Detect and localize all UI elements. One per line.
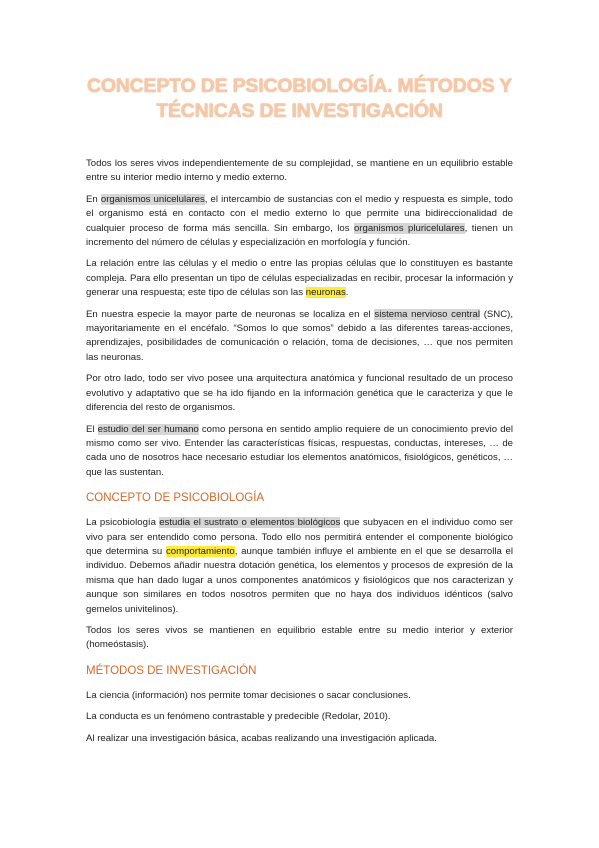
paragraph-10: La conducta es un fenómeno contrastable y predecible (Redolar, 2010).: [86, 711, 391, 723]
paragraph-11: Al realizar una investigación básica, acabas realizando una investigación aplicada.: [86, 732, 437, 744]
paragraph-8: Todos los seres vivos se mantienen en equilibrio estable entre su medio interior y exterior (homeóstasis).: [86, 624, 513, 651]
paragraph-7: La psicobiología estudia el sustrato o elementos biológicos que subyacen en el individuo como ser vivo para ser entendido como persona. Todo ello nos permitirá entender el componente biológico que determina su comportamiento, aunque también influye el ambiente en el que se desarrolla el individuo. Debemos añadir nuestra dotación genética, los elementos y procesos de expresión de la misma que han dado lugar a unos componentes anatómicos y fisiológicos que nos caracterizan y aunque son similares en todos nosotros permiten que no haya dos individuos idénticos (salvo gemelos univitelinos).: [86, 517, 514, 615]
paragraph-4: En nuestra especie la mayor parte de neuronas se localiza en el sistema nervioso central (SNC), mayoritariamente en el encéfalo. “Somos lo que somos” debido a las diferentes tareas-acciones, aprendizajes, posibilidades de comunicación o relación, toma de decisiones, … que nos permiten las neuronas.: [86, 308, 514, 363]
title-line-2: TÉCNICAS DE INVESTIGACIÓN: [156, 100, 443, 122]
highlight-neuronas: neuronas: [305, 287, 346, 299]
paragraph-2: En organismos unicelulares, el intercambio de sustancias con el medio y respuesta es simple, todo el organismo está en contacto con el medio externo lo que permite una bidireccionalidad de cualquier proceso de forma más sencilla. Sin embargo, los organismos pluricelulares, tienen un incremento del número de células y especialización en morfología y función.: [86, 193, 514, 249]
highlight-comportamiento: comportamiento: [165, 545, 235, 557]
page-title: [60, 74, 539, 124]
heading-metodos-investigacion: MÉTODOS DE INVESTIGACIÓN: [86, 664, 257, 677]
highlight-sustrato: estudia el sustrato o elementos biológicos: [159, 517, 341, 529]
highlight-pluricelulares: organismos pluricelulares: [353, 222, 465, 234]
highlight-snc: sistema nervioso central: [374, 308, 480, 320]
paragraph-6: El estudio del ser humano como persona en sentido amplio requiere de un conocimiento previo del mismo como ser vivo. Entender las características físicas, respuestas, conductas, intereses, … de cada uno de nosotros hace necesario estudiar los elementos anatómicos, fisiológicos, genéticos, … que las sustentan.: [86, 423, 514, 478]
paragraph-9: La ciencia (información) nos permite tomar decisiones o sacar conclusiones.: [86, 689, 411, 701]
heading-concepto-psicobiologia: CONCEPTO DE PSICOBIOLOGÍA: [86, 492, 265, 505]
title-line-1: CONCEPTO DE PSICOBIOLOGÍA. MÉTODOS Y: [86, 75, 513, 97]
paragraph-3: La relación entre las células y el medio o entre las propias células que lo constituyen es bastante compleja. Para ello presentan un tipo de células especializadas en recibir, procesar la información y generar una respuesta; este tipo de células son las neuronas.: [86, 258, 513, 299]
document-body: [86, 157, 513, 753]
paragraph-5: Por otro lado, todo ser vivo posee una arquitectura anatómica y funcional resultado de un proceso evolutivo y adaptativo que se ha ido fijando en la información genética que le caracteriza y que le diferencia del resto de organismos.: [86, 373, 513, 414]
highlight-unicelulares: organismos unicelulares: [100, 193, 205, 205]
highlight-estudio-ser-humano: estudio del ser humano: [97, 423, 199, 435]
paragraph-1: Todos los seres vivos independientemente de su complejidad, se mantiene en un equilibrio estable entre su interior medio interno y medio externo.: [86, 158, 513, 184]
